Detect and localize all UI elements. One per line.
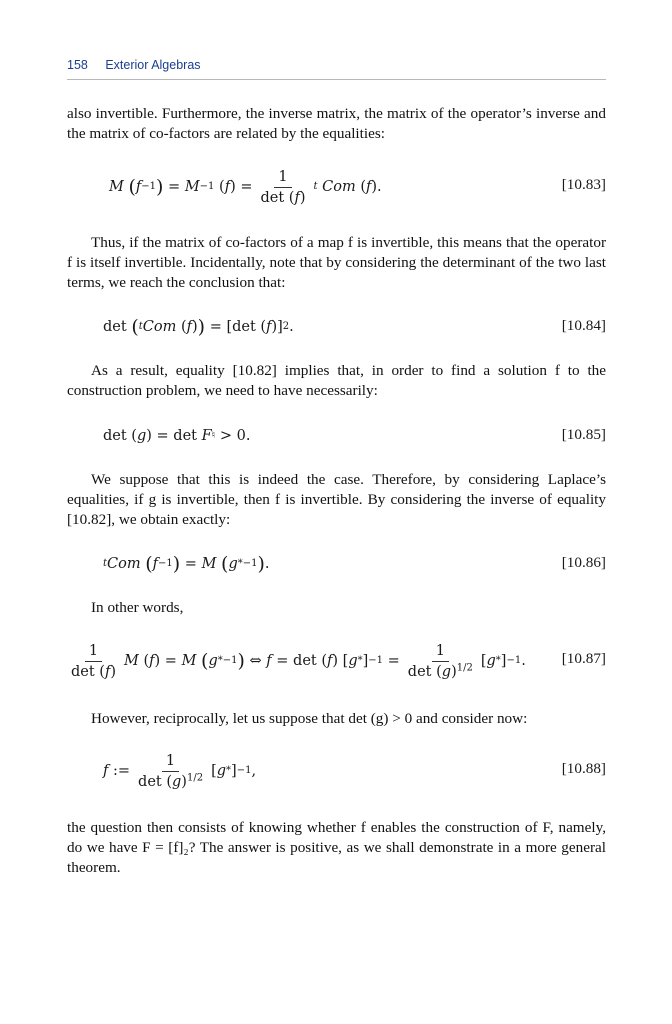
equation-10-85-body: det ( g ) = det F ♮ > 0.: [103, 428, 251, 444]
equation-10-83: [67, 162, 606, 212]
equation-number: [10.83]: [561, 176, 606, 193]
paragraph-6: However, reciprocally, let us suppose that det (g) > 0 and consider now:: [91, 710, 528, 727]
equation-10-84: [67, 314, 606, 340]
page-number: 158: [67, 58, 88, 72]
paragraph-7: the question then consists of knowing whether f enables the construction of F, namely, do we have F = [f]₂? The answer is positive, as we shall demonstrate in a more general theorem.: [67, 819, 606, 876]
equation-number: [10.87]: [561, 650, 606, 667]
equation-10-83-body: M ( f −1 ) = M −1 ( f ) = $\frac{1}{\det (f)}$ t Com ( f ).: [109, 168, 382, 206]
equation-10-84-body: det ( t Com ( f ) ) = [det ( f )] 2 .: [103, 316, 294, 338]
paragraph-1: also invertible. Furthermore, the inverse matrix, the matrix of the operator’s inverse and the matrix of co-factors are related by the equalities:: [67, 105, 606, 142]
equation-10-87: [67, 636, 606, 686]
chapter-title: Exterior Algebras: [105, 58, 201, 72]
running-head: [67, 57, 606, 80]
paragraph-5: In other words,: [91, 599, 184, 616]
paragraph-3: As a result, equality [10.82] implies that, in order to find a solution f to the construction problem, we need to have necessarily:: [67, 362, 606, 399]
equation-number: [10.88]: [561, 760, 606, 777]
equation-number: [10.86]: [561, 554, 606, 571]
equation-number: [10.84]: [561, 317, 606, 334]
equation-10-85: [67, 424, 606, 448]
paragraph-2: Thus, if the matrix of co-factors of a map f is invertible, this means that the operator f is itself invertible. Incidentally, note that by considering the determinant of the two last terms, we reach the conclusion that:: [67, 234, 606, 291]
equation-10-87-body: $\frac{1}{\det (f)}$ M ( f ) = M ( g *−1 ) ⇔ f = det ( f ) [ g * ] −1 = $\frac{1}{\det (g)^{1/2}}$ [ g * ] −1 .: [71, 642, 526, 680]
equation-10-86: [67, 550, 606, 578]
equation-10-88-body: f := $\frac{1}{\det (g)^{1/2}}$ [ g * ] −1 ,: [103, 752, 257, 790]
equation-10-86-body: t Com ( f −1 ) = M ( g *−1 ) .: [103, 553, 270, 575]
equation-number: [10.85]: [561, 426, 606, 443]
equation-10-88: [67, 746, 606, 796]
paragraph-4: We suppose that this is indeed the case. Therefore, by considering Laplace’s equalities, if g is invertible, then f is invertible. By considering the inverse of equality [10.82], we obtain exactly:: [67, 471, 606, 528]
